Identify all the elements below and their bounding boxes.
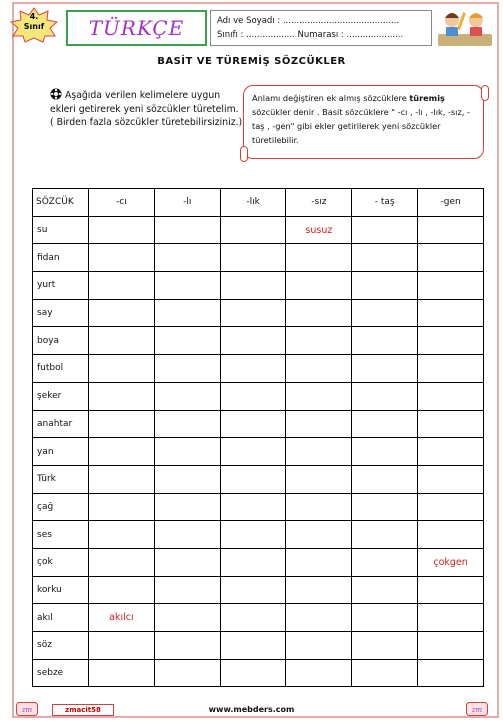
answer-cell[interactable] — [352, 521, 418, 549]
header-suffix-ci: -cı — [89, 189, 155, 217]
answer-cell[interactable] — [352, 272, 418, 300]
instruction-block — [50, 88, 245, 130]
row-word: sebze — [33, 659, 89, 687]
answer-cell[interactable] — [286, 465, 352, 493]
row-word: yurt — [33, 272, 89, 300]
row-word: anahtar — [33, 410, 89, 438]
answer-cell[interactable] — [154, 465, 220, 493]
row-word: Türk — [33, 465, 89, 493]
answer-cell[interactable] — [220, 272, 286, 300]
answer-cell[interactable] — [89, 659, 155, 687]
answer-cell[interactable] — [352, 410, 418, 438]
table-row — [33, 465, 484, 493]
answer-cell[interactable] — [352, 327, 418, 355]
answer-cell[interactable] — [154, 216, 220, 244]
answer-cell[interactable] — [220, 244, 286, 272]
answer-cell[interactable] — [418, 382, 484, 410]
row-word: ses — [33, 521, 89, 549]
answer-cell[interactable] — [89, 244, 155, 272]
answer-cell[interactable] — [352, 604, 418, 632]
answer-cell[interactable] — [286, 272, 352, 300]
header-word: SÖZCÜK — [33, 189, 89, 217]
row-word: çok — [33, 548, 89, 576]
answer-cell[interactable] — [220, 632, 286, 660]
answer-cell[interactable] — [418, 576, 484, 604]
answer-cell[interactable] — [154, 493, 220, 521]
answer-cell[interactable] — [89, 548, 155, 576]
name-line: Adı ve Soyadı : ........................................... — [217, 16, 400, 26]
answer-cell[interactable] — [418, 299, 484, 327]
header-suffix-lik: -lık — [220, 189, 286, 217]
answer-cell[interactable] — [89, 438, 155, 466]
row-word: söz — [33, 632, 89, 660]
note-pin-top — [481, 85, 489, 101]
answer-cell[interactable] — [154, 410, 220, 438]
answer-cell[interactable] — [418, 604, 484, 632]
svg-text:zm: zm — [471, 706, 483, 714]
answer-cell[interactable] — [154, 299, 220, 327]
note-bold-term: türemiş — [409, 93, 445, 103]
answer-cell[interactable] — [352, 244, 418, 272]
answer-cell[interactable] — [89, 216, 155, 244]
answer-cell[interactable] — [352, 659, 418, 687]
answer-cell[interactable] — [352, 548, 418, 576]
table-row — [33, 521, 484, 549]
answer-cell[interactable] — [418, 521, 484, 549]
answer-cell[interactable] — [220, 604, 286, 632]
answer-cell[interactable] — [352, 465, 418, 493]
table-row — [33, 410, 484, 438]
svg-text:zm: zm — [21, 706, 33, 714]
answer-cell[interactable] — [154, 438, 220, 466]
note-text-part1: Anlamı değiştiren ek almış sözcüklere — [252, 93, 410, 103]
answer-cell[interactable] — [418, 272, 484, 300]
table-row — [33, 548, 484, 576]
student-info-box — [210, 10, 432, 46]
answer-cell[interactable] — [220, 355, 286, 383]
table-row — [33, 382, 484, 410]
note-pin-bottom — [240, 146, 248, 162]
answer-cell[interactable] — [154, 272, 220, 300]
answer-cell[interactable] — [286, 216, 352, 244]
answer-cell[interactable] — [220, 382, 286, 410]
answer-cell[interactable] — [418, 548, 484, 576]
answer-cell[interactable] — [89, 327, 155, 355]
row-word: şeker — [33, 382, 89, 410]
answer-cell[interactable] — [89, 493, 155, 521]
table-row — [33, 438, 484, 466]
answer-cell[interactable] — [154, 576, 220, 604]
answer-text: akılcı — [109, 612, 134, 624]
answer-text: çokgen — [433, 556, 468, 568]
answer-cell[interactable] — [418, 327, 484, 355]
row-word: su — [33, 216, 89, 244]
zm-logo-icon — [466, 701, 488, 715]
answer-cell[interactable] — [220, 299, 286, 327]
answer-cell[interactable] — [154, 604, 220, 632]
answer-cell[interactable] — [418, 244, 484, 272]
table-row — [33, 299, 484, 327]
grade-label — [10, 12, 58, 32]
header-suffix-tas: - taş — [352, 189, 418, 217]
answer-cell[interactable] — [286, 327, 352, 355]
word-table-wrapper — [32, 188, 484, 678]
table-row — [33, 216, 484, 244]
table-row — [33, 576, 484, 604]
answer-cell[interactable] — [89, 382, 155, 410]
footer-url: www.mebders.com — [208, 705, 295, 714]
header-suffix-li: -lı — [154, 189, 220, 217]
answer-cell[interactable] — [286, 632, 352, 660]
answer-cell[interactable] — [220, 548, 286, 576]
answer-cell[interactable] — [418, 632, 484, 660]
answer-cell[interactable] — [220, 521, 286, 549]
answer-cell[interactable] — [286, 548, 352, 576]
answer-text: susuz — [305, 224, 333, 236]
table-header-row — [33, 189, 484, 217]
answer-cell[interactable] — [154, 632, 220, 660]
section-title: BASİT VE TÜREMİŞ SÖZCÜKLER — [157, 56, 346, 67]
answer-cell[interactable] — [89, 355, 155, 383]
word-derivation-table — [32, 188, 484, 687]
answer-cell[interactable] — [154, 548, 220, 576]
table-row — [33, 244, 484, 272]
answer-cell[interactable] — [418, 410, 484, 438]
header-suffix-gen: -gen — [418, 189, 484, 217]
table-row — [33, 272, 484, 300]
answer-cell[interactable] — [352, 355, 418, 383]
answer-cell[interactable] — [352, 576, 418, 604]
grade-word: Sınıf — [23, 22, 45, 31]
answer-cell[interactable] — [89, 299, 155, 327]
answer-cell[interactable] — [286, 521, 352, 549]
answer-cell[interactable] — [286, 493, 352, 521]
answer-cell[interactable] — [89, 576, 155, 604]
answer-cell[interactable] — [286, 659, 352, 687]
kids-illustration-icon — [436, 8, 494, 48]
row-word: çağ — [33, 493, 89, 521]
subject-title: TÜRKÇE — [88, 16, 185, 40]
answer-cell[interactable] — [220, 659, 286, 687]
note-text-part2: sözcükler denir . Basit sözcüklere " -cı , -lı , -lık, -sız, -taş , -gen" gibi ekler getirilerek yeni sözcükler türetilebilir. — [252, 107, 470, 145]
row-word: korku — [33, 576, 89, 604]
answer-cell[interactable] — [154, 521, 220, 549]
subject-title-box — [66, 10, 207, 46]
answer-cell[interactable] — [418, 659, 484, 687]
table-row — [33, 327, 484, 355]
row-word: say — [33, 299, 89, 327]
answer-cell[interactable] — [418, 465, 484, 493]
answer-cell[interactable] — [352, 632, 418, 660]
row-word: boya — [33, 327, 89, 355]
answer-cell[interactable] — [89, 410, 155, 438]
header-suffix-siz: -sız — [286, 189, 352, 217]
answer-cell[interactable] — [220, 493, 286, 521]
answer-cell[interactable] — [154, 382, 220, 410]
answer-cell[interactable] — [220, 576, 286, 604]
answer-cell[interactable] — [89, 632, 155, 660]
answer-cell[interactable] — [418, 493, 484, 521]
grade-number: 4. — [29, 12, 39, 21]
answer-cell[interactable] — [286, 382, 352, 410]
row-word: fidan — [33, 244, 89, 272]
answer-cell[interactable] — [418, 355, 484, 383]
answer-cell[interactable] — [220, 327, 286, 355]
answer-cell[interactable] — [286, 299, 352, 327]
answer-cell[interactable] — [154, 355, 220, 383]
row-word: yan — [33, 438, 89, 466]
table-row — [33, 355, 484, 383]
answer-cell[interactable] — [154, 327, 220, 355]
table-row — [33, 659, 484, 687]
answer-cell[interactable] — [352, 382, 418, 410]
answer-cell[interactable] — [418, 216, 484, 244]
answer-cell[interactable] — [220, 410, 286, 438]
answer-cell[interactable] — [220, 465, 286, 493]
answer-cell[interactable] — [154, 244, 220, 272]
answer-cell[interactable] — [418, 438, 484, 466]
instruction-text: Aşağıda verilen kelimelere uygun ekleri getirerek yeni sözcükler türetelim. ( Birden fazla sözcükler türetebilirsiziniz.) — [50, 90, 243, 128]
flower-bullet-icon — [50, 88, 62, 100]
answer-cell[interactable] — [352, 493, 418, 521]
row-word: futbol — [33, 355, 89, 383]
answer-cell[interactable] — [154, 659, 220, 687]
answer-cell[interactable] — [89, 272, 155, 300]
author-tag: zmacit58 — [52, 704, 114, 716]
answer-cell[interactable] — [89, 465, 155, 493]
answer-cell[interactable] — [286, 355, 352, 383]
table-row — [33, 493, 484, 521]
answer-cell[interactable] — [286, 438, 352, 466]
table-row — [33, 604, 484, 632]
answer-cell[interactable] — [220, 438, 286, 466]
answer-cell[interactable] — [220, 216, 286, 244]
answer-cell[interactable] — [286, 576, 352, 604]
answer-cell[interactable] — [286, 244, 352, 272]
answer-cell[interactable] — [352, 438, 418, 466]
info-note-box — [243, 85, 484, 159]
answer-cell[interactable] — [89, 521, 155, 549]
class-line: Sınıfı : .................. Numarası : ..................... — [217, 30, 404, 40]
answer-cell[interactable] — [352, 299, 418, 327]
answer-cell[interactable] — [286, 410, 352, 438]
answer-cell[interactable] — [352, 216, 418, 244]
answer-cell[interactable] — [286, 604, 352, 632]
table-row — [33, 632, 484, 660]
row-word: akıl — [33, 604, 89, 632]
answer-cell[interactable] — [89, 604, 155, 632]
